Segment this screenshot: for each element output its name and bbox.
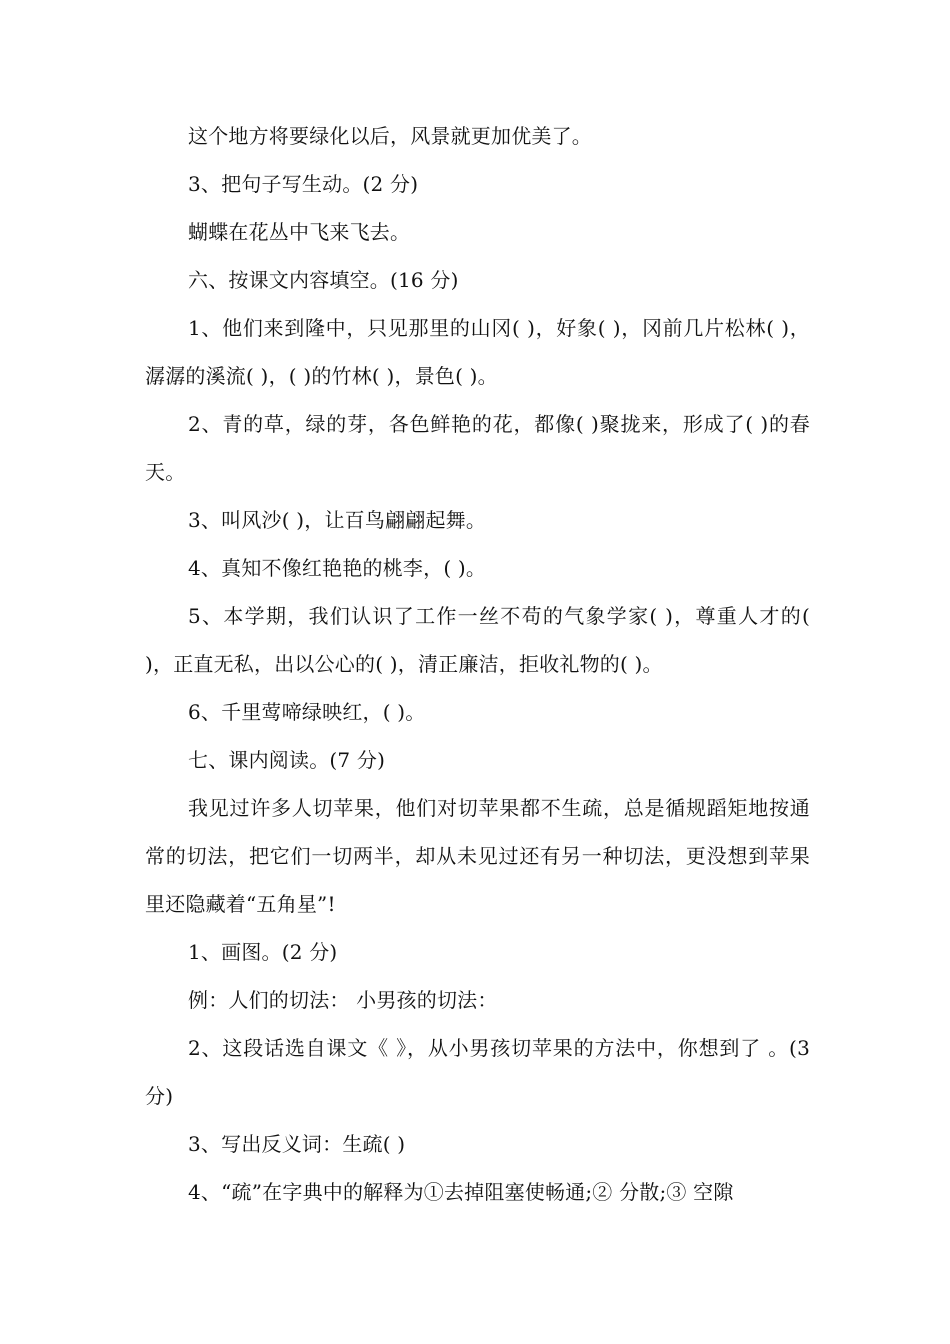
paragraph-8: 4、真知不像红艳艳的桃李，( )。	[188, 556, 487, 580]
paragraph-9: 5、本学期，我们认识了工作一丝不苟的气象学家( )，尊重人才的( )，正直无私，出以公心的( )，清正廉洁，拒收礼物的( )。	[145, 604, 810, 676]
paragraph-7: 3、叫风沙( )，让百鸟翩翩起舞。	[188, 508, 487, 532]
paragraph-5: 1、他们来到隆中，只见那里的山冈( )，好象( )，冈前几片松林( )，潺潺的溪流( )，( )的竹林( )，景色( )。	[145, 316, 810, 388]
section-heading-7: 七、课内阅读。(7 分)	[188, 748, 386, 772]
reading-passage: 我见过许多人切苹果，他们对切苹果都不生疏，总是循规蹈矩地按通常的切法，把它们一切两半，却从未见过还有另一种切法，更没想到苹果里还隐藏着“五角星”!	[145, 796, 810, 916]
paragraph-1: 这个地方将要绿化以后，风景就更加优美了。	[188, 124, 592, 148]
document-body	[145, 112, 810, 1216]
paragraph-17: 4、“疏”在字典中的解释为①去掉阻塞使畅通;② 分散;③ 空隙	[188, 1180, 734, 1204]
paragraph-10: 6、千里莺啼绿映红，( )。	[188, 700, 426, 724]
paragraph-16: 3、写出反义词：生疏( )	[188, 1132, 406, 1156]
paragraph-15: 2、这段话选自课文《 》，从小男孩切苹果的方法中，你想到了 。(3 分)	[145, 1036, 810, 1108]
paragraph-3: 蝴蝶在花丛中飞来飞去。	[188, 220, 411, 244]
paragraph-13: 1、画图。(2 分)	[188, 940, 338, 964]
paragraph-14: 例：人们的切法： 小男孩的切法：	[188, 988, 498, 1012]
paragraph-6: 2、青的草，绿的芽，各色鲜艳的花，都像( )聚拢来，形成了( )的春天。	[145, 412, 810, 484]
section-heading-6: 六、按课文内容填空。(16 分)	[188, 268, 459, 292]
paragraph-2: 3、把句子写生动。(2 分)	[188, 172, 419, 196]
